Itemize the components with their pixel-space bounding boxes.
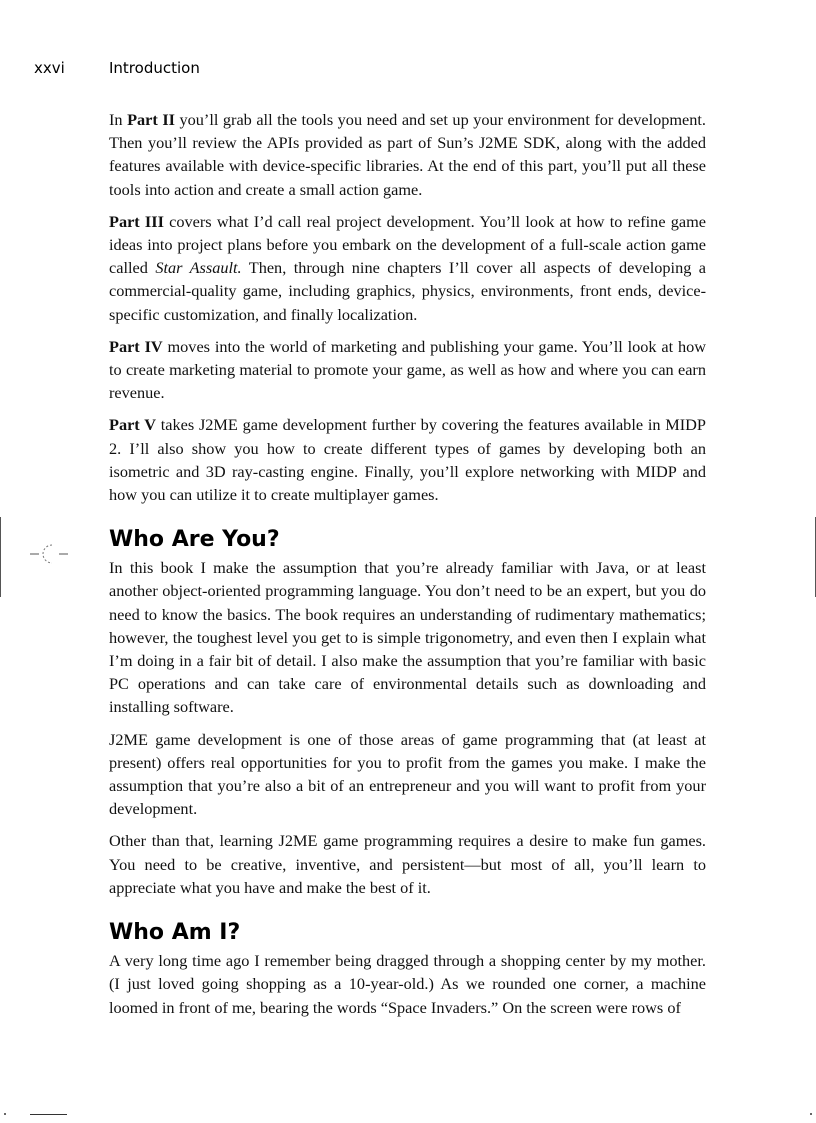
bold-part-ii: Part II <box>127 110 175 129</box>
page-body <box>109 108 706 1028</box>
bold-part-v: Part V <box>109 415 156 435</box>
footer-crop-dot-right <box>810 1113 812 1115</box>
bold-part-iii: Part III <box>109 211 164 231</box>
paragraph-who-are-you-2: J2ME game development is one of those areas of game programming that (at least at present) offers real opportunities for you to profit from the games you make. I make the assumption that you’re also a bit of an entrepreneur and you will want to profit from your development. <box>109 729 706 819</box>
paragraph-part-iii: Part III covers what I’d call real project development. You’ll look at how to refine game ideas into project plans before you embark on the development of a full-scale action game called Star Assault. Then, through nine chapters I’ll cover all aspects of developing a commercial-quality game, including graphics, physics, environments, front ends, device-specific customization, and finally localization. <box>109 211 707 324</box>
paragraph-who-are-you-1: In this book I make the assumption that you’re already familiar with Java, or at least another object-oriented programming language. You don’t need to be an expert, but you do need to know the basics. The book requires an understanding of rudimentary mathematics; however, the toughest level you get to is simple trigonometry, and even then I explain what I’m doing in a fair bit of detail. I also make the assumption that you’re familiar with basic PC operations and can take care of environmental details such as downloading and installing software. <box>109 558 706 717</box>
footer-rule <box>30 1114 67 1115</box>
footer-crop-dot-left <box>4 1113 6 1115</box>
heading-who-am-i: Who Am I? <box>109 920 241 946</box>
paragraph-part-iv: Part IV moves into the world of marketing and publishing your game. You’ll look at how to create marketing material to promote your game, as well as how and where you can earn revenue. <box>109 336 707 403</box>
crop-mark-left <box>0 517 1 597</box>
game-title-star-assault: Star Assault. <box>155 258 242 278</box>
bold-part-iv: Part IV <box>109 336 163 356</box>
paragraph-who-are-you-3: Other than that, learning J2ME game programming requires a desire to make fun games. You need to be creative, inventive, and persistent—but most of all, you’ll learn to appreciate what you have and make the best of it. <box>109 831 706 897</box>
running-head <box>34 59 200 77</box>
paragraph-part-ii: In Part II you’ll grab all the tools you need and set up your environment for development. Then you’ll review the APIs provided as part of Sun’s J2ME SDK, along with the added features available with device-specific libraries. At the end of this part, you’ll put all these tools into action and create a small action game. <box>109 110 706 199</box>
heading-who-are-you: Who Are You? <box>109 527 280 553</box>
page-number: xxvi <box>34 59 65 77</box>
registration-mark-icon <box>30 541 70 571</box>
paragraph-who-am-i-1: A very long time ago I remember being dragged through a shopping center by my mother. (I just loved going shopping as a 10-year-old.) As we rounded one corner, a machine loomed in front of me, bearing the words “Space Invaders.” On the screen were rows of <box>109 951 706 1017</box>
paragraph-part-v: Part V takes J2ME game development further by covering the features available in MIDP 2. I’ll also show you how to create different types of games by developing both an isometric and 3D ray-casting engine. Finally, you’ll explore networking with MIDP and how you can utilize it to create multiplayer games. <box>109 415 706 505</box>
section-title: Introduction <box>109 59 200 77</box>
